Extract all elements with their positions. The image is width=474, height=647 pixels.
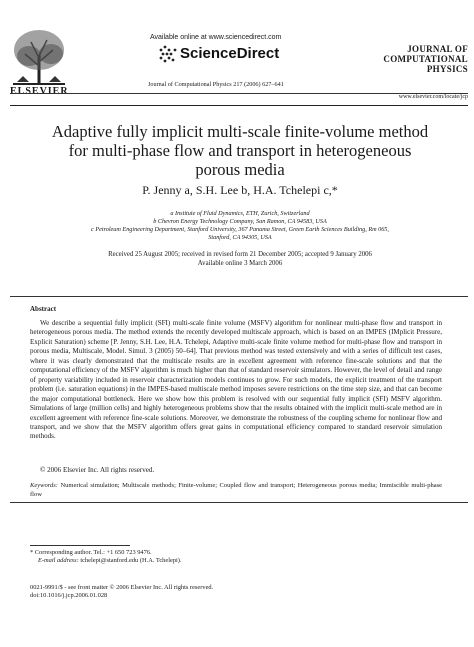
journal-title-line: PHYSICS (426, 64, 468, 74)
issn-line: 0021-9991/$ - see front matter © 2006 Elsevier Inc. All rights reserved. (30, 584, 214, 591)
affiliation: Stanford, CA 94305, USA (208, 234, 272, 241)
keywords (30, 481, 442, 499)
article-title-line: porous media (195, 160, 285, 179)
abstract-bottom-rule (10, 502, 468, 503)
header-divider (10, 93, 468, 94)
abstract-copyright: © 2006 Elsevier Inc. All rights reserved. (40, 466, 155, 474)
front-matter-notice (30, 584, 213, 600)
email-label: E-mail address: (38, 557, 79, 564)
journal-url-link[interactable]: www.elsevier.com/locate/jcp (398, 94, 468, 100)
keywords-list: Numerical simulation; Multiscale methods; Finite-volume; Coupled flow and transport; Heterogeneous porous media; Immiscible multi-phase flow (30, 482, 443, 498)
received-dates: Received 25 August 2005; received in revised form 21 December 2005; accepted 9 January 2006 (108, 251, 372, 258)
doi-link[interactable]: doi:10.1016/j.jcp.2006.01.028 (30, 592, 108, 599)
article-title-line: Adaptive fully implicit multi-scale finite-volume method (51, 122, 429, 141)
journal-citation: Journal of Computational Physics 217 (2006) 627–641 (148, 81, 284, 88)
email-note (38, 557, 338, 565)
affiliation: c Petroleum Engineering Department, Stanford University, 367 Panama Street, Green Earth Sciences Building, Rm 065, (91, 226, 389, 233)
journal-title (372, 44, 468, 74)
footnote-rule (30, 545, 130, 546)
author-list: P. Jenny a, S.H. Lee b, H.A. Tchelepi c,* (142, 183, 338, 197)
article-title (40, 122, 440, 179)
article-title-line: for multi-phase flow and transport in heterogeneous (68, 141, 412, 160)
journal-title-line: COMPUTATIONAL (383, 54, 468, 64)
available-online-notice: Available online at www.sciencedirect.com (150, 34, 282, 41)
platform-name: ScienceDirect (180, 45, 280, 62)
affiliation: a Institute of Fluid Dynamics, ETH, Zurich, Switzerland (170, 210, 310, 217)
abstract-heading: Abstract (30, 305, 57, 313)
elsevier-tree-logo (9, 26, 69, 88)
corresponding-author-note: * Corresponding author. Tel.: +1 650 723 9476. (30, 549, 152, 556)
publisher-wordmark: ELSEVIER (10, 86, 69, 97)
keywords-label: Keywords: (30, 482, 58, 489)
available-online-date: Available online 3 March 2006 (197, 260, 283, 267)
abstract-top-rule (10, 296, 468, 297)
journal-title-line: JOURNAL OF (407, 44, 468, 54)
sciencedirect-dots-icon (157, 44, 179, 66)
header-divider-thick (10, 105, 468, 106)
email-address[interactable]: tchelepi@stanford.edu (H.A. Tchelepi). (80, 557, 182, 564)
abstract-text: We describe a sequential fully implicit (SFI) multi-scale finite volume (MSFV) algorithm for nonlinear multi-phase flow and transport in heterogeneous porous media. The method extends the recently developed multiscale approach, which is based on an IMPES (IMplicit Pressure, Explicit Saturation) scheme [P. Jenny, S.H. Lee, H.A. Tchelepi, Adaptive multi-scale finite volume method for multi-phase flow and transport in porous media, Multiscale, Model. Simul. 3 (2005) 50–64]. That previous method was tested extensively and with a series of difficult test cases, where it was clearly demonstrated that the multiscale results are in excellent agreement with reference fine-scale solutions and that the computational efficiency of the MSFV algorithm is much higher than that of standard reservoir simulators. However, the level of detail and range of property variability included in reservoir characterization models continues to grow. For such models, the explicit treatment of the transport problem (i.e. saturation equations) in the IMPES-based multiscale method imposes severe restrictions on the time step size, and that can become the major computational bottleneck. Here we show how this problem is resolved with our sequential fully implicit (SFI) MSFV algorithm. Simulations of large (million cells) and highly heterogeneous problems show that the results obtained with the implicit multi-scale method are in excellent agreement with reference fine-scale solutions. Moreover, we demonstrate the robustness of the coupling scheme for nonlinear flow and transport, and we show that the MSFV algorithm offers great gains in computational efficiency compared to standard reservoir simulation methods. (30, 319, 442, 441)
affiliation: b Chevron Energy Technology Company, San Ramon, CA 94583, USA (153, 218, 327, 225)
